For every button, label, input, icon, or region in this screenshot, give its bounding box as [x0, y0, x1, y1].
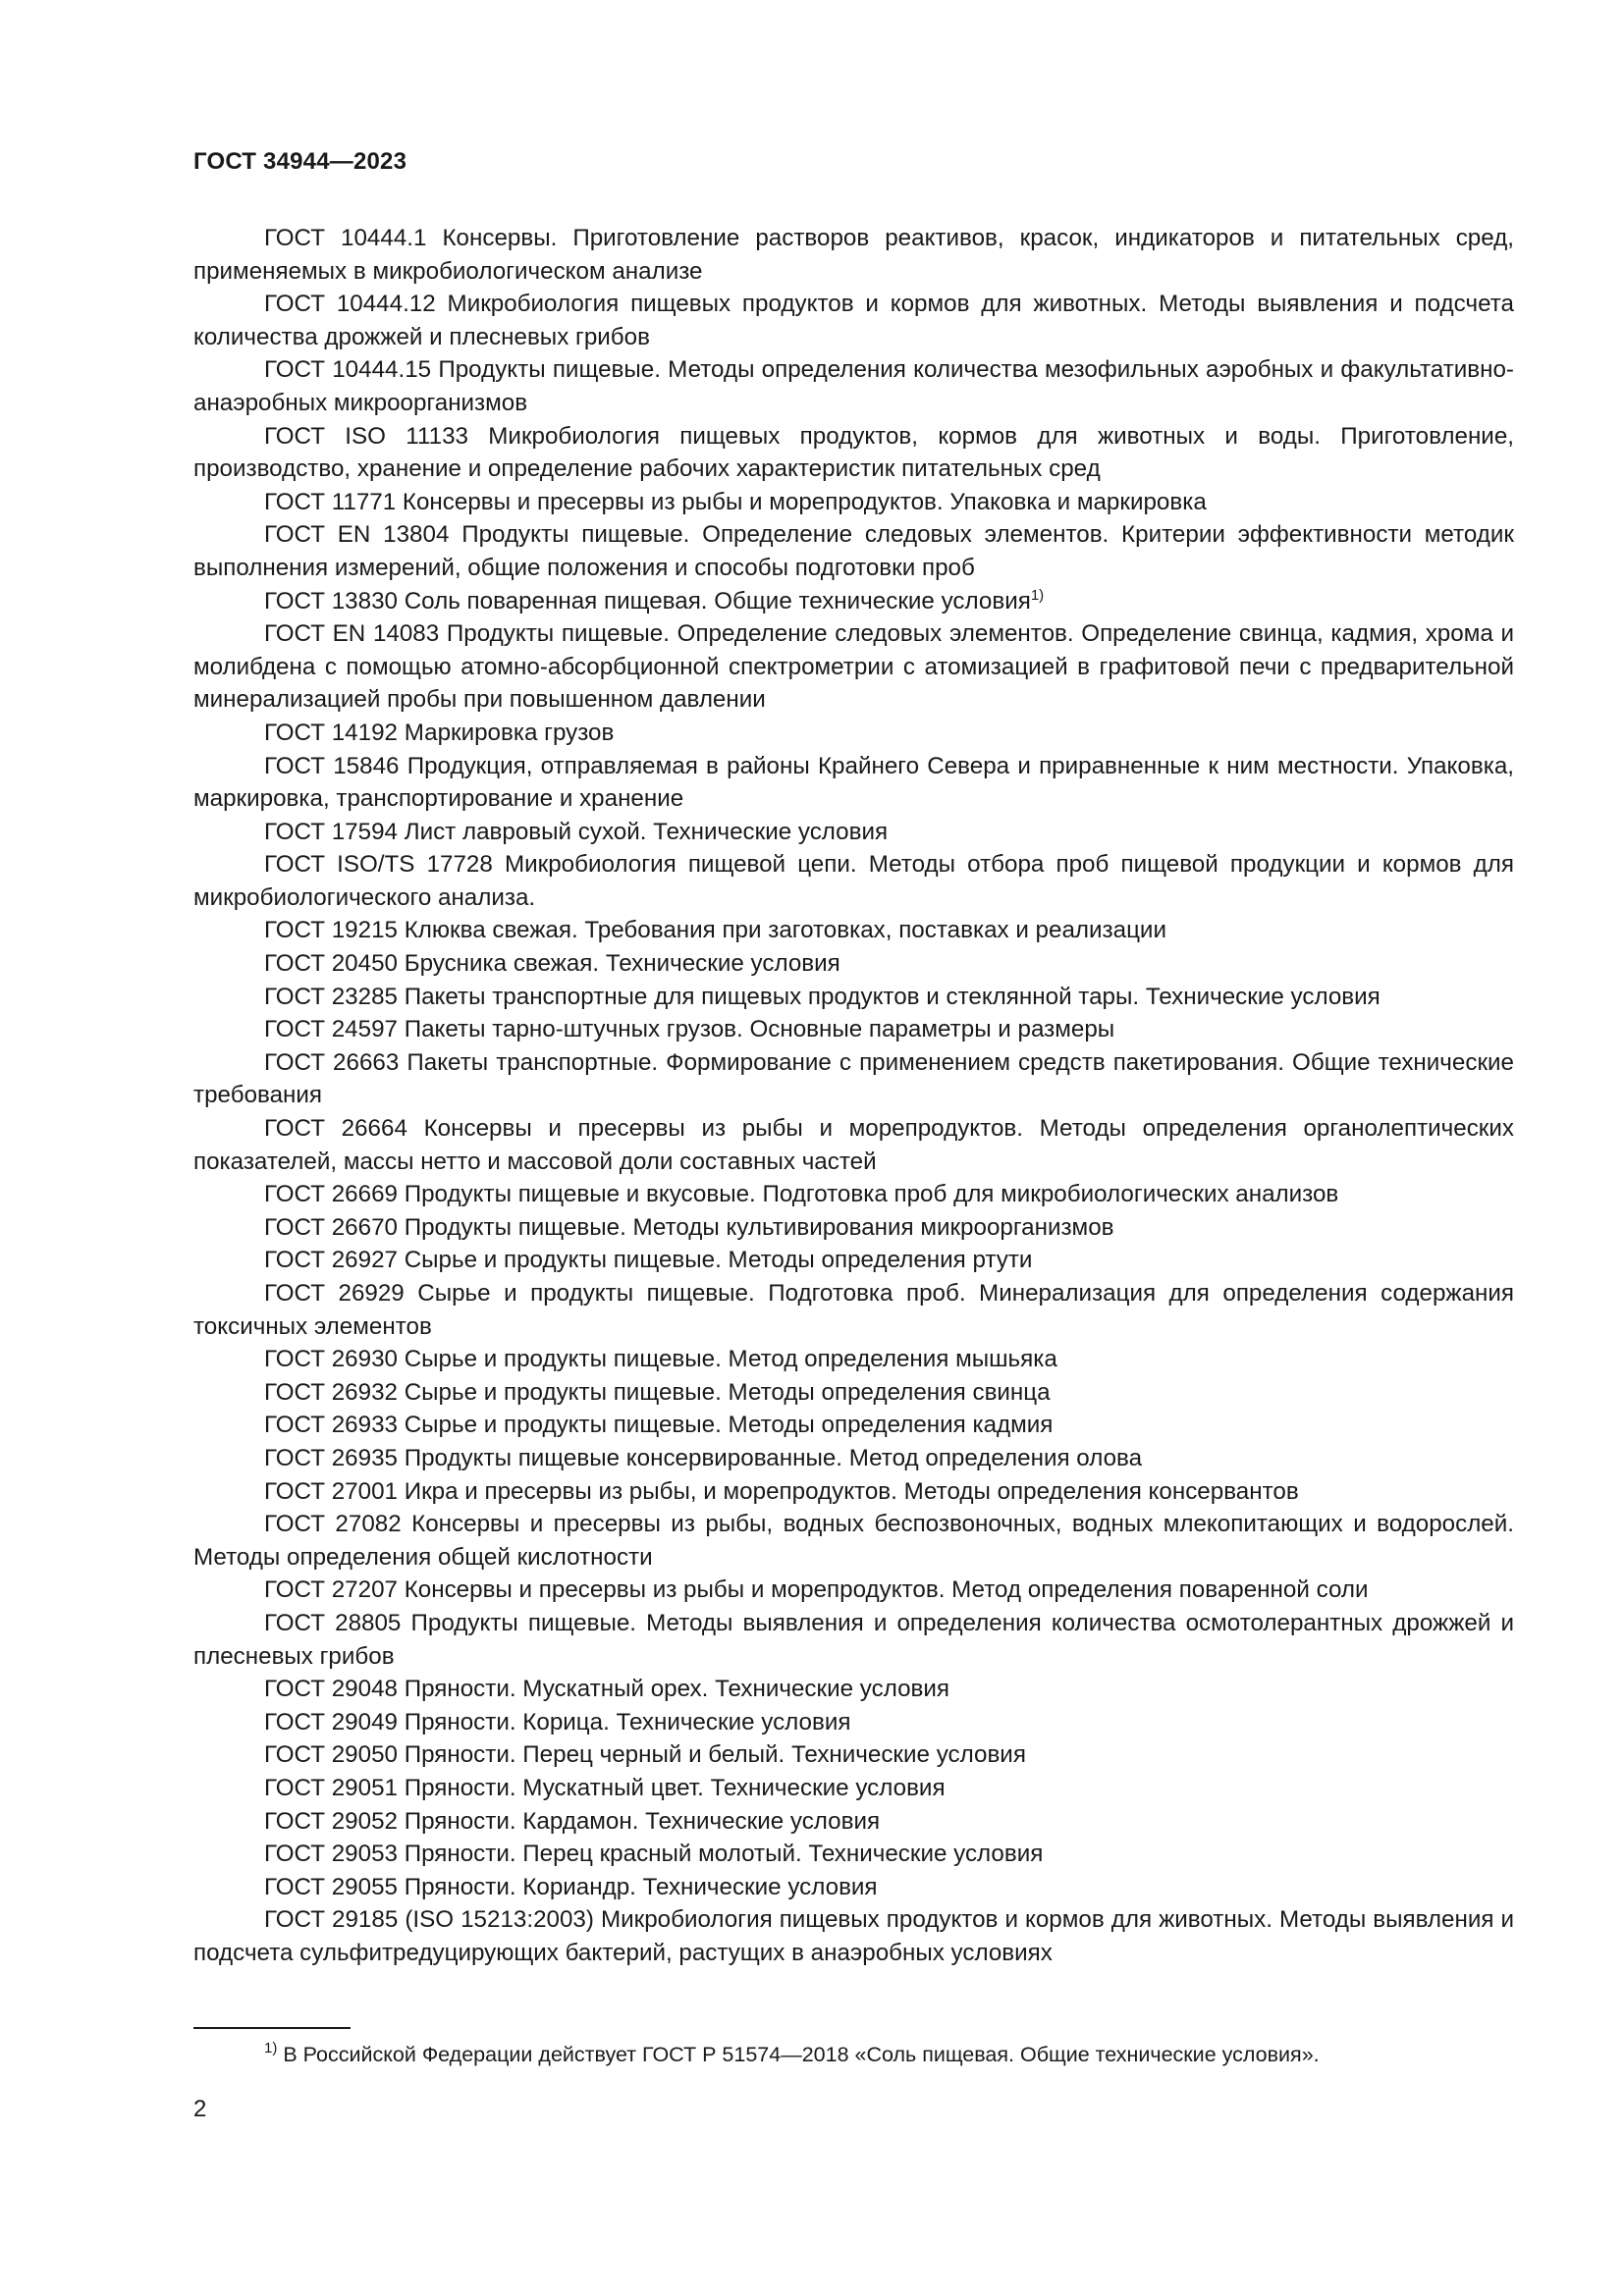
reference-item	[193, 1607, 1514, 1673]
reference-text: ГОСТ 19215 Клюква свежая. Требования при заготовках, поставках и реализации	[264, 917, 1166, 944]
reference-text: ГОСТ 10444.1 Консервы. Приготовление растворов реактивов, красок, индикаторов и питательных сред, применяемых в микробиологическом анализе	[193, 225, 1514, 285]
reference-text: ГОСТ 27082 Консервы и пресервы из рыбы, водных беспозвоночных, водных млекопитающих и водорослей. Методы определения общей кислотности	[193, 1511, 1514, 1571]
reference-item	[193, 717, 1514, 750]
reference-text: ГОСТ 17594 Лист лавровый сухой. Технические условия	[264, 818, 889, 845]
reference-text: ГОСТ 29185 (ISO 15213:2003) Микробиология пищевых продуктов и кормов для животных. Методы выявления и подсчета сульфитредуцирующих бактерий, растущих в анаэробных условиях	[193, 1906, 1514, 1966]
reference-item	[193, 1178, 1514, 1211]
reference-item	[193, 1706, 1514, 1739]
reference-item	[193, 1013, 1514, 1046]
reference-text: ГОСТ 27001 Икра и пресервы из рыбы, и морепродуктов. Методы определения консервантов	[264, 1477, 1299, 1505]
reference-text: ГОСТ 29049 Пряности. Корица. Технические условия	[264, 1708, 851, 1735]
normative-references-list	[193, 222, 1514, 1969]
reference-item	[193, 816, 1514, 849]
reference-text: ГОСТ 10444.15 Продукты пищевые. Методы определения количества мезофильных аэробных и факультативно-анаэробных микроорганизмов	[193, 356, 1514, 416]
reference-item	[193, 1211, 1514, 1245]
reference-item	[193, 518, 1514, 584]
reference-text: ГОСТ 15846 Продукция, отправляемая в районы Крайнего Севера и приравненные к ним местности. Упаковка, маркировка, транспортирование и хранение	[193, 752, 1514, 813]
reference-text: ГОСТ 26669 Продукты пищевые и вкусовые. Подготовка проб для микробиологических анализов	[264, 1181, 1339, 1208]
page-number: 2	[193, 2096, 207, 2122]
reference-item	[193, 1574, 1514, 1607]
reference-item	[193, 420, 1514, 486]
reference-text: ГОСТ 29053 Пряности. Перец красный молотый. Технические условия	[264, 1841, 1044, 1868]
reference-text: ГОСТ 29055 Пряности. Кориандр. Технические условия	[264, 1873, 878, 1900]
reference-text: ГОСТ 26670 Продукты пищевые. Методы культивирования микроорганизмов	[264, 1213, 1114, 1241]
reference-text: ГОСТ 26663 Пакеты транспортные. Формирование с применением средств пакетирования. Общие технические требования	[193, 1048, 1514, 1109]
reference-item	[193, 1442, 1514, 1475]
document-number-header: ГОСТ 34944—2023	[193, 148, 407, 175]
reference-item	[193, 1738, 1514, 1772]
reference-text: ГОСТ 13830 Соль поваренная пищевая. Общие технические условия	[264, 587, 1031, 614]
reference-item	[193, 848, 1514, 914]
reference-text: ГОСТ 26932 Сырье и продукты пищевые. Методы определения свинца	[264, 1378, 1051, 1406]
reference-text: ГОСТ ISO 11133 Микробиология пищевых продуктов, кормов для животных и воды. Приготовление, производство, хранение и определение рабочих характеристик питательных сред	[193, 422, 1514, 483]
reference-item	[193, 1673, 1514, 1706]
reference-text: ГОСТ 24597 Пакеты тарно-штучных грузов. Основные параметры и размеры	[264, 1016, 1115, 1043]
reference-text: ГОСТ 28805 Продукты пищевые. Методы выявления и определения количества осмотолерантных дрожжей и плесневых грибов	[193, 1609, 1514, 1670]
reference-item	[193, 1277, 1514, 1343]
reference-item	[193, 1805, 1514, 1839]
reference-item	[193, 1343, 1514, 1376]
reference-item	[193, 1112, 1514, 1178]
reference-item	[193, 617, 1514, 717]
reference-text: ГОСТ 11771 Консервы и пресервы из рыбы и морепродуктов. Упаковка и маркировка	[264, 488, 1207, 515]
reference-text: ГОСТ 27207 Консервы и пресервы из рыбы и морепродуктов. Метод определения поваренной соли	[264, 1576, 1369, 1604]
reference-item	[193, 1376, 1514, 1410]
reference-item	[193, 1409, 1514, 1442]
footnote-mark: 1)	[264, 2040, 278, 2056]
reference-item	[193, 914, 1514, 947]
reference-text: ГОСТ 29050 Пряности. Перец черный и белый. Технические условия	[264, 1741, 1026, 1769]
reference-text: ГОСТ EN 13804 Продукты пищевые. Определение следовых элементов. Критерии эффективности методик выполнения измерений, общие положения и способы подготовки проб	[193, 521, 1514, 581]
reference-text: ГОСТ 26933 Сырье и продукты пищевые. Методы определения кадмия	[264, 1412, 1054, 1439]
reference-text: ГОСТ 26929 Сырье и продукты пищевые. Подготовка проб. Минерализация для определения содержания токсичных элементов	[193, 1280, 1514, 1340]
reference-text: ГОСТ 26935 Продукты пищевые консервированные. Метод определения олова	[264, 1444, 1143, 1471]
reference-item	[193, 353, 1514, 419]
footnote	[193, 2040, 1514, 2069]
reference-text: ГОСТ EN 14083 Продукты пищевые. Определение следовых элементов. Определение свинца, кадмия, хрома и молибдена с помощью атомно-абсорбционной спектрометрии с атомизацией в графитовой печи с предварительной минерализацией пробы при повышенном давлении	[193, 620, 1514, 714]
reference-item	[193, 1903, 1514, 1969]
reference-text: ГОСТ 29048 Пряности. Мускатный орех. Технические условия	[264, 1676, 949, 1703]
reference-item	[193, 1046, 1514, 1112]
reference-item	[193, 585, 1514, 618]
footnote-reference-mark: 1)	[1030, 586, 1045, 604]
reference-text: ГОСТ 26927 Сырье и продукты пищевые. Методы определения ртути	[264, 1247, 1033, 1274]
reference-item	[193, 750, 1514, 816]
reference-item	[193, 1508, 1514, 1574]
reference-text: ГОСТ 29052 Пряности. Кардамон. Технические условия	[264, 1807, 881, 1835]
reference-item	[193, 1871, 1514, 1904]
reference-text: ГОСТ ISO/TS 17728 Микробиология пищевой цепи. Методы отбора проб пищевой продукции и кормов для микробиологического анализа.	[193, 851, 1514, 911]
reference-text: ГОСТ 26930 Сырье и продукты пищевые. Метод определения мышьяка	[264, 1346, 1057, 1373]
reference-item	[193, 222, 1514, 288]
reference-item	[193, 288, 1514, 353]
reference-item	[193, 486, 1514, 519]
reference-item	[193, 981, 1514, 1014]
reference-item	[193, 1244, 1514, 1277]
reference-item	[193, 1838, 1514, 1871]
reference-text: ГОСТ 14192 Маркировка грузов	[264, 719, 615, 746]
reference-text: ГОСТ 23285 Пакеты транспортные для пищевых продуктов и стеклянной тары. Технические условия	[264, 983, 1380, 1010]
reference-text: ГОСТ 20450 Брусника свежая. Технические условия	[264, 950, 840, 978]
reference-item	[193, 1475, 1514, 1509]
reference-text: ГОСТ 10444.12 Микробиология пищевых продуктов и кормов для животных. Методы выявления и подсчета количества дрожжей и плесневых грибов	[193, 291, 1514, 350]
reference-text: ГОСТ 26664 Консервы и пресервы из рыбы и морепродуктов. Методы определения органолептических показателей, массы нетто и массовой доли составных частей	[193, 1115, 1514, 1175]
reference-item	[193, 947, 1514, 981]
footnote-text: В Российской Федерации действует ГОСТ Р 51574—2018 «Соль пищевая. Общие технические условия».	[277, 2043, 1320, 2066]
footnote-separator	[193, 2027, 351, 2029]
reference-text: ГОСТ 29051 Пряности. Мускатный цвет. Технические условия	[264, 1774, 946, 1801]
reference-item	[193, 1772, 1514, 1805]
